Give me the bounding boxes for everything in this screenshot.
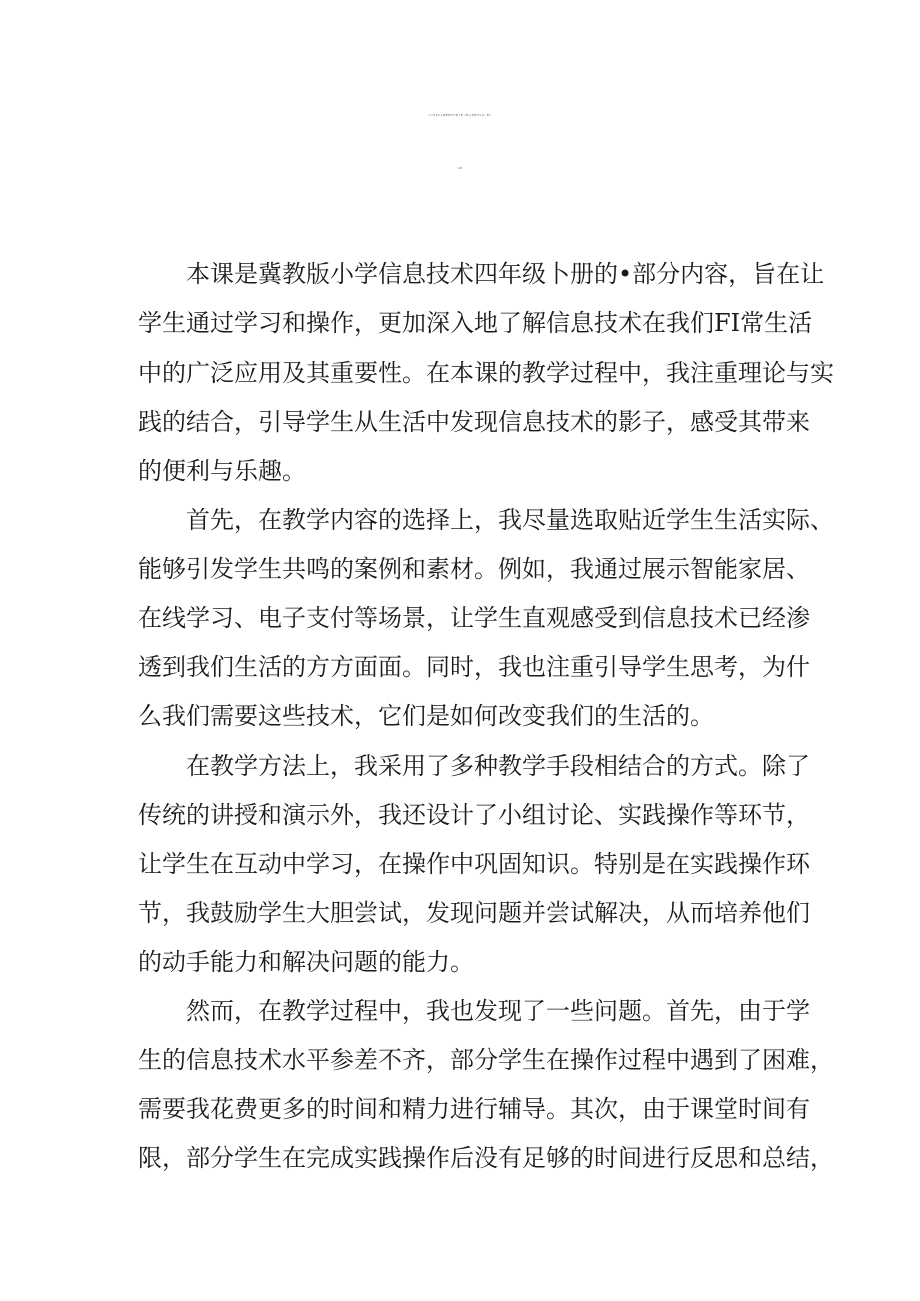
text-line: 节，我鼓励学生大胆尝试，发现问题并尝试解决，从而培养他们 [138, 899, 810, 927]
text-line: 践的结合，引导学生从生活中发现信息技术的影子，感受其带来 [138, 408, 810, 436]
text-line: 传统的讲授和演示外，我还设计了小组讨论、实践操作等环节， [138, 801, 810, 829]
text-line: 生的信息技术水平参差不齐，部分学生在操作过程中遇到了困难， [138, 1046, 834, 1074]
text-line: 本课是冀教版小学信息技术四年级卜册的•部分内容，旨在让 [186, 260, 825, 288]
text-line: 的动手能力和解决问题的能力。 [138, 948, 474, 976]
document-title-line-2: 反思 [457, 168, 463, 170]
text-line: 学生通过学习和操作，更加深入地了解信息技术在我们FI常生活 [138, 309, 813, 337]
text-line: 首先，在教学内容的选择上，我尽量选取贴近学生生活实际、 [186, 506, 834, 534]
text-line: 么我们需要这些技术，它们是如何改变我们的生活的。 [138, 702, 714, 730]
text-line: 在线学习、电子支付等场景，让学生直观感受到信息技术已经渗 [138, 604, 810, 632]
text-line: 透到我们生活的方方面面。同时，我也注重引导学生思考，为什 [138, 653, 810, 681]
text-line: 需要我花费更多的时间和精力进行辅导。其次，由于课堂时间有 [138, 1095, 810, 1123]
text-line: 中的广泛应用及其重要性。在本课的教学过程中，我注重理论与实 [138, 359, 834, 387]
text-line: 在教学方法上，我采用了多种教学手段相结合的方式。除了 [186, 752, 810, 780]
text-line: 然而，在教学过程中，我也发现了一些问题。首先，由于学 [186, 997, 810, 1025]
text-line: 限，部分学生在完成实践操作后没有足够的时间进行反思和总结， [138, 1144, 834, 1172]
text-line: 让学生在互动中学习，在操作中巩固知识。特别是在实践操作环 [138, 850, 810, 878]
text-line: 的便利与乐趣。 [138, 457, 306, 485]
text-line: 能够引发学生共鸣的案例和素材。例如，我通过展示智能家居、 [138, 555, 810, 583]
document-title-line-1: 小学信息技术冀教版四年级下册《第22课我们生活》教学 [428, 115, 492, 117]
